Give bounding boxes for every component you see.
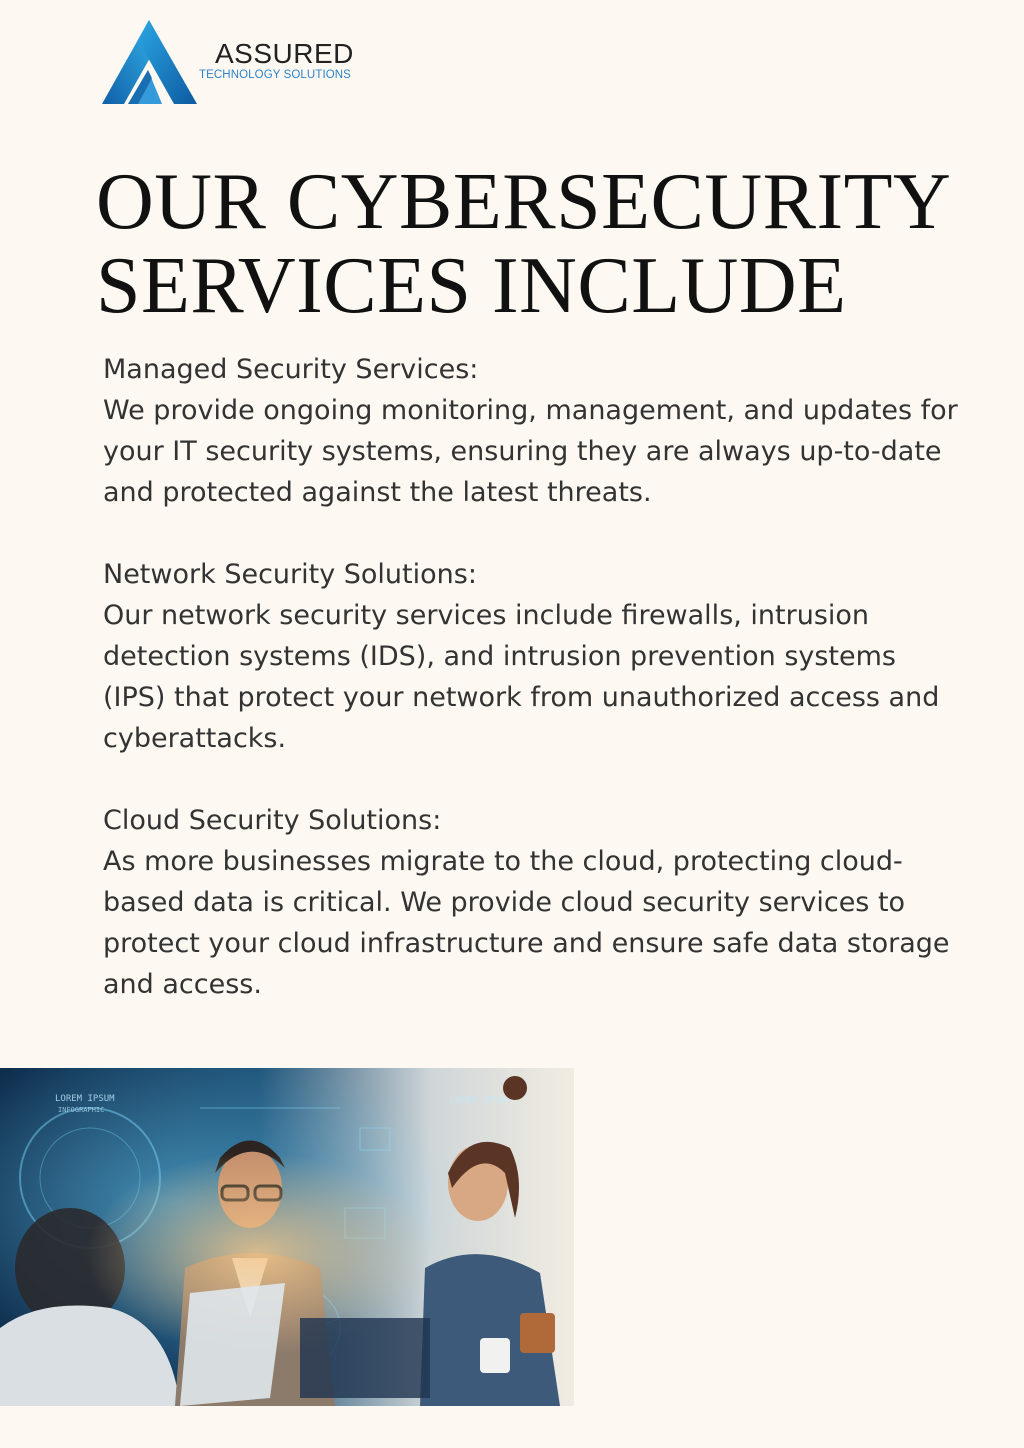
logo-name: ASSURED (215, 38, 354, 69)
service-description: Our network security services include firewalls, intrusion detection systems (IDS), and intrusion prevention systems (IPS) that protect your network from unauthorized access and cyberattacks. (103, 600, 940, 754)
service-description: As more businesses migrate to the cloud, protecting cloud-based data is critical. We provide cloud security services to protect your cloud infrastructure and ensure safe data storage and access. (103, 846, 950, 1000)
service-item-network-security (103, 554, 963, 759)
page-title-line-1: OUR CYBERSECURITY (96, 158, 952, 246)
team-meeting-illustration (0, 1068, 574, 1406)
page-title (96, 160, 976, 328)
logo-tagline: TECHNOLOGY SOLUTIONS (199, 69, 351, 81)
services-list (103, 349, 963, 1046)
service-item-cloud-security (103, 800, 963, 1005)
service-title: Cloud Security Solutions: (103, 805, 442, 836)
service-description: We provide ongoing monitoring, management, and updates for your IT security systems, ensuring they are always up-to-date and protected against the latest threats. (103, 395, 958, 508)
page-title-line-2: SERVICES INCLUDE (96, 242, 847, 330)
logo-triangle-icon (102, 20, 197, 104)
service-item-managed-security (103, 349, 963, 513)
team-meeting-photo (0, 1068, 574, 1406)
company-logo (102, 20, 362, 104)
service-title: Network Security Solutions: (103, 559, 477, 590)
service-title: Managed Security Services: (103, 354, 479, 385)
